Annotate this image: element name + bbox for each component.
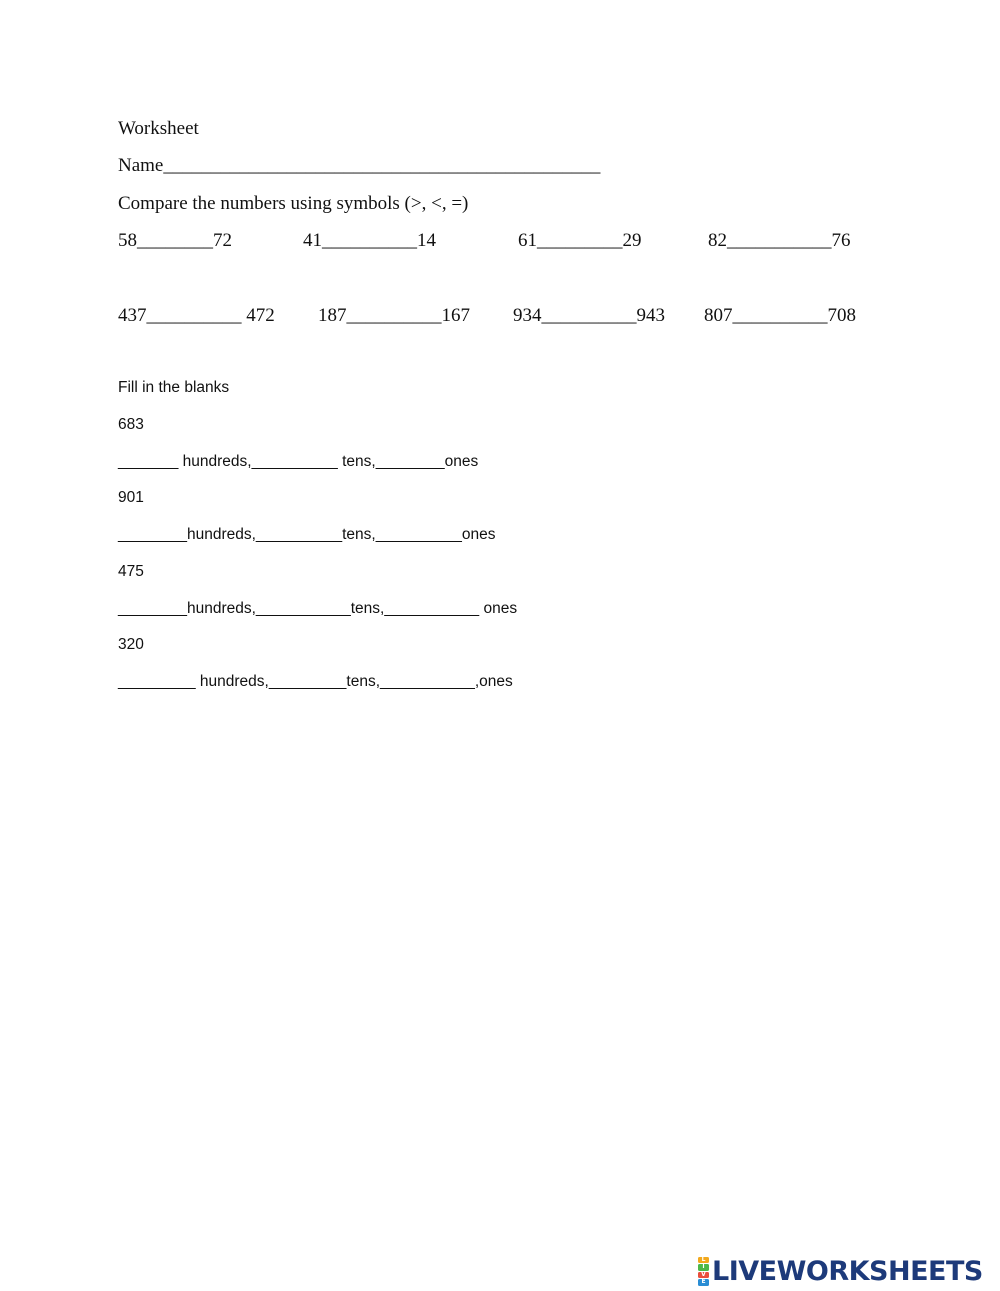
compare-item: 58________72 [118, 230, 232, 251]
name-field-line: Name______________________________________________ [118, 155, 601, 176]
compare-item: 934__________943 [513, 305, 665, 326]
fill-blanks-row: _______ hundreds,__________ tens,________ones [118, 453, 479, 470]
fill-number: 901 [118, 489, 144, 506]
fill-instruction: Fill in the blanks [118, 379, 230, 396]
fill-blanks-row: _________ hundreds,_________tens,___________,ones [118, 673, 513, 690]
fill-number: 683 [118, 416, 144, 433]
logo-color-blocks-icon: L I V E [698, 1257, 709, 1286]
compare-item: 807__________708 [704, 305, 856, 326]
compare-instruction: Compare the numbers using symbols (>, <, =) [118, 193, 469, 214]
liveworksheets-logo [698, 1256, 983, 1286]
compare-item: 82___________76 [708, 230, 851, 251]
fill-blanks-row: ________hundreds,___________tens,___________ ones [118, 600, 518, 617]
worksheet-title: Worksheet [118, 118, 199, 139]
fill-number: 320 [118, 636, 144, 653]
compare-item: 437__________ 472 [118, 305, 275, 326]
compare-item: 61_________29 [518, 230, 642, 251]
fill-blanks-row: ________hundreds,__________tens,__________ones [118, 526, 496, 543]
logo-wordmark: LIVEWORKSHEETS [712, 1255, 983, 1287]
fill-number: 475 [118, 563, 144, 580]
compare-item: 41__________14 [303, 230, 436, 251]
compare-item: 187__________167 [318, 305, 470, 326]
